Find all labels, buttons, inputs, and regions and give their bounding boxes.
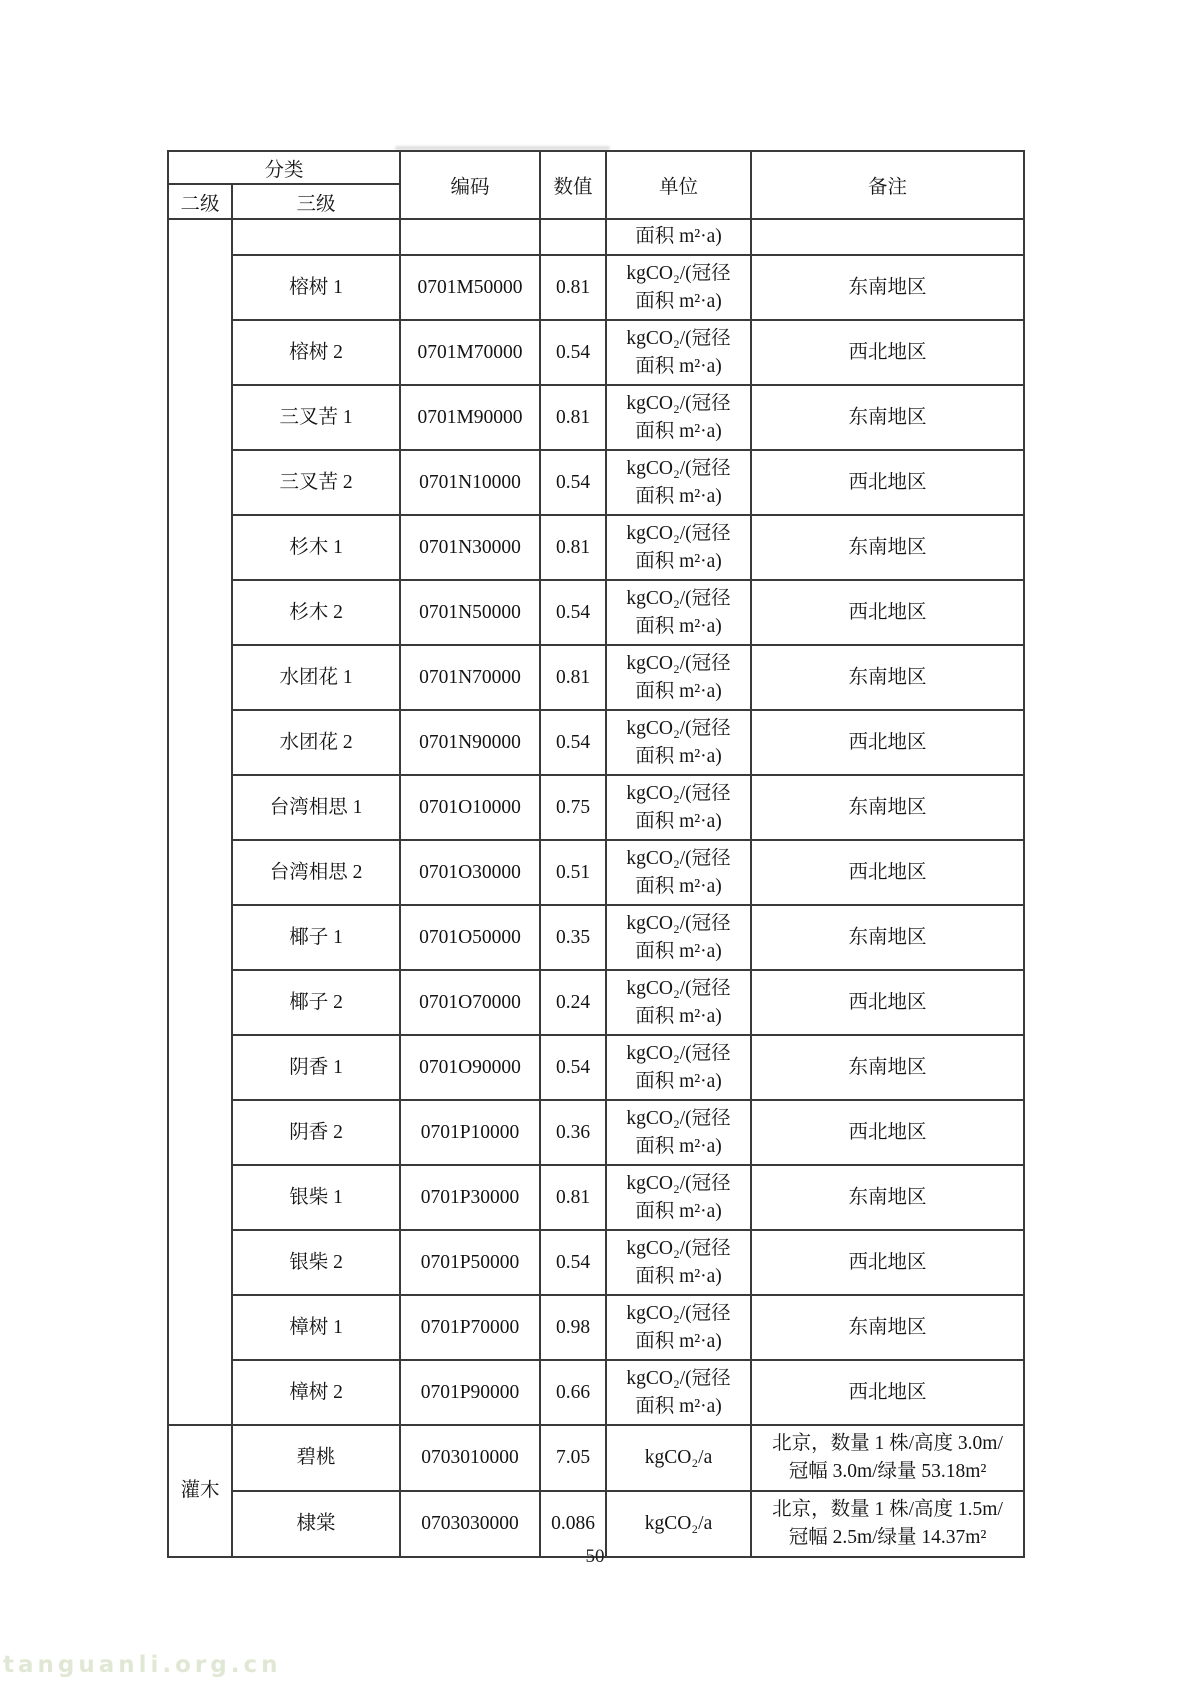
- cell-unit: [606, 905, 751, 970]
- cell-line: 0701P70000: [420, 1316, 520, 1338]
- cell-unit: [606, 970, 751, 1035]
- cell-line: 东南地区: [848, 536, 927, 558]
- cell-line: 西北地区: [848, 861, 927, 883]
- cell-remark: [751, 1230, 1024, 1295]
- header-level3: 三级: [232, 184, 400, 219]
- table-row: [168, 970, 1024, 1035]
- table-row: [168, 580, 1024, 645]
- cell-line: 0701O70000: [419, 991, 521, 1013]
- table-row: [168, 1425, 1024, 1491]
- cell-unit: [606, 580, 751, 645]
- header-remark: 备注: [751, 151, 1024, 219]
- cell-value: [540, 385, 606, 450]
- cell-line: 0.75: [555, 796, 591, 818]
- cell-line: 0701P90000: [420, 1381, 520, 1403]
- cell-name: [232, 1425, 400, 1491]
- cell-line: 0.54: [555, 341, 591, 363]
- cell-line: 0701P30000: [420, 1186, 520, 1208]
- cell-line: 面积 m²·a): [635, 1395, 722, 1417]
- cell-remark: [751, 1035, 1024, 1100]
- cell-remark: [751, 219, 1024, 255]
- cell-line: 三叉苦 2: [279, 471, 353, 493]
- cell-line: 面积 m²·a): [635, 290, 722, 312]
- cell-line: 西北地区: [848, 991, 927, 1013]
- cell-line: 0701M50000: [417, 276, 523, 298]
- cell-unit: [606, 219, 751, 255]
- cell-unit: [606, 1425, 751, 1491]
- cell-code: [400, 1425, 540, 1491]
- cell-line: 面积 m²·a): [635, 745, 722, 767]
- cell-remark: [751, 645, 1024, 710]
- cell-line: 碧桃: [296, 1447, 336, 1469]
- cell-line: 0703010000: [421, 1447, 519, 1469]
- cell-line: 冠幅 3.0m/绿量 53.18m²: [788, 1461, 987, 1482]
- table-row: [168, 645, 1024, 710]
- cell-line: 杉木 1: [289, 536, 343, 558]
- cell-value: [540, 970, 606, 1035]
- cell-line: 西北地区: [848, 341, 927, 363]
- cell-line: 北京，数量 1 株/高度 3.0m/: [772, 1433, 1003, 1455]
- cell-line: kgCO₂/(冠径: [626, 587, 731, 609]
- cell-remark: [751, 1165, 1024, 1230]
- cell-line: 北京，数量 1 株/高度 1.5m/: [772, 1499, 1003, 1521]
- cell-line: 0.81: [555, 276, 591, 298]
- cell-name: [232, 970, 400, 1035]
- cell-code: [400, 775, 540, 840]
- cell-line: kgCO₂/a: [644, 1447, 713, 1469]
- cell-remark: [751, 515, 1024, 580]
- cell-line: 台湾相思 2: [269, 861, 363, 883]
- cell-line: 0.36: [555, 1121, 591, 1143]
- cell-line: 面积 m²·a): [635, 615, 722, 637]
- cell-remark: [751, 580, 1024, 645]
- cell-line: 面积 m²·a): [635, 875, 722, 897]
- cell-value: [540, 645, 606, 710]
- cell-unit: [606, 1165, 751, 1230]
- cell-name: [232, 1295, 400, 1360]
- cell-line: 面积 m²·a): [635, 355, 722, 377]
- cell-code: [400, 320, 540, 385]
- cell-line: 0701P50000: [420, 1251, 520, 1273]
- cell-line: 0.66: [555, 1381, 591, 1403]
- cell-line: 椰子 2: [289, 991, 343, 1013]
- cell-line: 0.54: [555, 1056, 591, 1078]
- header-unit: 单位: [606, 151, 751, 219]
- table-row: [168, 515, 1024, 580]
- cell-line: 0701O90000: [419, 1056, 521, 1078]
- cell-line: 0.086: [551, 1513, 595, 1535]
- cell-line: kgCO₂/(冠径: [626, 457, 731, 479]
- cell-line: 0701O10000: [419, 796, 521, 818]
- cell-unit: [606, 450, 751, 515]
- cell-name: [232, 219, 400, 255]
- cell-value: [540, 1360, 606, 1425]
- cell-remark: [751, 1360, 1024, 1425]
- cell-unit: [606, 385, 751, 450]
- cell-line: 面积 m²·a): [635, 485, 722, 507]
- cell-line: 阴香 1: [289, 1056, 343, 1078]
- cell-line: 0701N50000: [419, 601, 521, 623]
- cell-line: 灌木: [180, 1480, 220, 1502]
- table-row: [168, 255, 1024, 320]
- cell-value: [540, 320, 606, 385]
- cell-line: 东南地区: [848, 1186, 927, 1208]
- cell-line: kgCO₂/(冠径: [626, 717, 731, 739]
- table-row: [168, 1295, 1024, 1360]
- cell-unit: [606, 255, 751, 320]
- cell-unit: [606, 1360, 751, 1425]
- cell-line: 0701O50000: [419, 926, 521, 948]
- cell-value: [540, 515, 606, 580]
- cell-line: 面积 m²·a): [635, 940, 722, 962]
- cell-line: kgCO₂/(冠径: [626, 327, 731, 349]
- cell-code: [400, 970, 540, 1035]
- cell-name: [232, 1100, 400, 1165]
- cell-name: [232, 320, 400, 385]
- cell-line: 面积 m²·a): [635, 420, 722, 442]
- cell-line: 0.54: [555, 471, 591, 493]
- cell-value: [540, 1295, 606, 1360]
- cell-line: 西北地区: [848, 601, 927, 623]
- emission-factor-table: [167, 150, 1025, 1558]
- cell-code: [400, 1165, 540, 1230]
- cell-remark: [751, 1100, 1024, 1165]
- cell-code: [400, 905, 540, 970]
- cell-line: 冠幅 2.5m/绿量 14.37m²: [788, 1527, 987, 1548]
- cell-line: 水团花 1: [279, 666, 353, 688]
- cell-line: 面积 m²·a): [635, 1005, 722, 1027]
- cell-unit: [606, 645, 751, 710]
- cell-line: kgCO₂/(冠径: [626, 392, 731, 414]
- cell-name: [232, 1165, 400, 1230]
- cell-line: 0.81: [555, 1186, 591, 1208]
- cell-value: [540, 1035, 606, 1100]
- cell-line: kgCO₂/(冠径: [626, 1172, 731, 1194]
- cell-line: 阴香 2: [289, 1121, 343, 1143]
- page-number: 50: [585, 1546, 605, 1567]
- cell-line: 杉木 2: [289, 601, 343, 623]
- cell-name: [232, 515, 400, 580]
- cell-remark: [751, 840, 1024, 905]
- cell-line: 榕树 1: [289, 276, 343, 298]
- cell-code: [400, 580, 540, 645]
- cell-remark: [751, 905, 1024, 970]
- cell-name: [232, 645, 400, 710]
- cell-line: 椰子 1: [289, 926, 343, 948]
- cell-code: [400, 450, 540, 515]
- cell-name: [232, 580, 400, 645]
- cell-value: [540, 840, 606, 905]
- cell-unit: [606, 710, 751, 775]
- cell-value: [540, 255, 606, 320]
- cell-value: [540, 1100, 606, 1165]
- cell-name: [232, 1360, 400, 1425]
- cell-line: 0703030000: [421, 1513, 519, 1535]
- cell-line: 西北地区: [848, 1381, 927, 1403]
- cell-value: [540, 1165, 606, 1230]
- cell-line: kgCO₂/a: [644, 1513, 713, 1535]
- cell-remark: [751, 320, 1024, 385]
- cell-level2-continued: [168, 219, 232, 1425]
- cell-line: 面积 m²·a): [635, 1265, 722, 1287]
- cell-line: 东南地区: [848, 796, 927, 818]
- cell-value: [540, 450, 606, 515]
- cell-unit: [606, 1295, 751, 1360]
- cell-line: 东南地区: [848, 666, 927, 688]
- cell-code: [400, 645, 540, 710]
- table-row: [168, 450, 1024, 515]
- cell-line: kgCO₂/(冠径: [626, 652, 731, 674]
- cell-unit: [606, 840, 751, 905]
- cell-line: 面积 m²·a): [635, 1135, 722, 1157]
- cell-line: 三叉苦 1: [279, 406, 353, 428]
- cell-unit: [606, 1230, 751, 1295]
- cell-line: 0.54: [555, 731, 591, 753]
- cell-line: 面积 m²·a): [635, 1070, 722, 1092]
- cell-unit: [606, 1100, 751, 1165]
- cell-line: 面积 m²·a): [635, 680, 722, 702]
- cell-line: 0.98: [555, 1316, 591, 1338]
- cell-line: kgCO₂/(冠径: [626, 1042, 731, 1064]
- cell-line: 榕树 2: [289, 341, 343, 363]
- cell-value: [540, 905, 606, 970]
- table-row: [168, 840, 1024, 905]
- cell-line: 0.81: [555, 666, 591, 688]
- cell-code: [400, 1100, 540, 1165]
- cell-name: [232, 905, 400, 970]
- cell-line: 面积 m²·a): [635, 1200, 722, 1222]
- table-row: [168, 320, 1024, 385]
- watermark: tanguanli.org.cn: [3, 1652, 282, 1678]
- cell-line: kgCO₂/(冠径: [626, 977, 731, 999]
- cell-line: 面积 m²·a): [635, 1330, 722, 1352]
- cell-line: 棣棠: [296, 1513, 336, 1535]
- cell-code: [400, 1295, 540, 1360]
- cell-line: kgCO₂/(冠径: [626, 522, 731, 544]
- cell-value: [540, 775, 606, 840]
- cell-unit: [606, 320, 751, 385]
- cell-name: [232, 255, 400, 320]
- cell-line: kgCO₂/(冠径: [626, 1302, 731, 1324]
- header-code: 编码: [400, 151, 540, 219]
- cell-line: 0701M70000: [417, 341, 523, 363]
- cell-line: 0701N10000: [419, 471, 521, 493]
- cell-line: 0.54: [555, 601, 591, 623]
- cell-name: [232, 385, 400, 450]
- cell-line: 西北地区: [848, 1251, 927, 1273]
- cell-name: [232, 710, 400, 775]
- cell-line: 东南地区: [848, 406, 927, 428]
- cell-remark: [751, 775, 1024, 840]
- cell-line: kgCO₂/(冠径: [626, 1237, 731, 1259]
- cell-line: 7.05: [555, 1447, 591, 1469]
- header-category: 分类: [168, 151, 400, 184]
- cell-name: [232, 450, 400, 515]
- cell-value: [540, 1425, 606, 1491]
- cell-line: 0701N30000: [419, 536, 521, 558]
- cell-line: 东南地区: [848, 1316, 927, 1338]
- cell-line: 面积 m²·a): [635, 810, 722, 832]
- cell-remark: [751, 385, 1024, 450]
- cell-line: 西北地区: [848, 1121, 927, 1143]
- cell-line: kgCO₂/(冠径: [626, 1367, 731, 1389]
- cell-line: 0701P10000: [420, 1121, 520, 1143]
- cell-value: [540, 580, 606, 645]
- table-row: [168, 1360, 1024, 1425]
- cell-line: 东南地区: [848, 1056, 927, 1078]
- table-row: [168, 1230, 1024, 1295]
- cell-remark: [751, 1425, 1024, 1491]
- table-row: [168, 1165, 1024, 1230]
- cell-line: 西北地区: [848, 471, 927, 493]
- cell-code: [400, 219, 540, 255]
- table-row: [168, 775, 1024, 840]
- cell-unit: [606, 775, 751, 840]
- cell-line: 银柴 1: [289, 1186, 343, 1208]
- cell-line: 0.54: [555, 1251, 591, 1273]
- cell-code: [400, 255, 540, 320]
- cell-unit: [606, 1035, 751, 1100]
- cell-line: 樟树 2: [289, 1381, 343, 1403]
- cell-remark: [751, 255, 1024, 320]
- header-value: 数值: [540, 151, 606, 219]
- cell-line: kgCO₂/(冠径: [626, 912, 731, 934]
- cell-code: [400, 710, 540, 775]
- cell-name: [232, 840, 400, 905]
- cell-name: [232, 1230, 400, 1295]
- cell-remark: [751, 710, 1024, 775]
- cell-line: 台湾相思 1: [269, 796, 363, 818]
- table-row: [168, 710, 1024, 775]
- cell-remark: [751, 450, 1024, 515]
- header-level2: 二级: [168, 184, 232, 219]
- table-row: [168, 1035, 1024, 1100]
- cell-line: 0.51: [555, 861, 591, 883]
- cell-code: [400, 1035, 540, 1100]
- cell-line: 0.81: [555, 406, 591, 428]
- table-row: [168, 1100, 1024, 1165]
- cell-line: 东南地区: [848, 276, 927, 298]
- header-row-1: [168, 151, 1024, 184]
- table-row: [168, 385, 1024, 450]
- cell-name: [232, 1035, 400, 1100]
- table-row: [168, 219, 1024, 255]
- cell-level2-shrub: [168, 1425, 232, 1557]
- cell-line: 0701N70000: [419, 666, 521, 688]
- cell-code: [400, 1360, 540, 1425]
- cell-line: 西北地区: [848, 731, 927, 753]
- cell-line: 0701O30000: [419, 861, 521, 883]
- cell-line: 0.24: [555, 991, 591, 1013]
- table-row: [168, 905, 1024, 970]
- cell-code: [400, 840, 540, 905]
- cell-line: 面积 m²·a): [635, 226, 722, 248]
- cell-remark: [751, 1295, 1024, 1360]
- cell-line: 面积 m²·a): [635, 550, 722, 572]
- cell-value: [540, 1230, 606, 1295]
- cell-line: kgCO₂/(冠径: [626, 782, 731, 804]
- table-body: [168, 219, 1024, 1557]
- cell-line: 0701N90000: [419, 731, 521, 753]
- cell-code: [400, 515, 540, 580]
- cell-name: [232, 775, 400, 840]
- cell-line: kgCO₂/(冠径: [626, 262, 731, 284]
- cell-remark: [751, 970, 1024, 1035]
- cell-line: 东南地区: [848, 926, 927, 948]
- cell-value: [540, 219, 606, 255]
- cell-unit: [606, 515, 751, 580]
- cell-line: 0.35: [555, 926, 591, 948]
- cell-line: 樟树 1: [289, 1316, 343, 1338]
- cell-line: 水团花 2: [279, 731, 353, 753]
- cell-line: kgCO₂/(冠径: [626, 847, 731, 869]
- cell-line: 银柴 2: [289, 1251, 343, 1273]
- cell-line: 0701M90000: [417, 406, 523, 428]
- cell-line: kgCO₂/(冠径: [626, 1107, 731, 1129]
- cell-value: [540, 710, 606, 775]
- cell-code: [400, 1230, 540, 1295]
- cell-line: 0.81: [555, 536, 591, 558]
- cell-code: [400, 385, 540, 450]
